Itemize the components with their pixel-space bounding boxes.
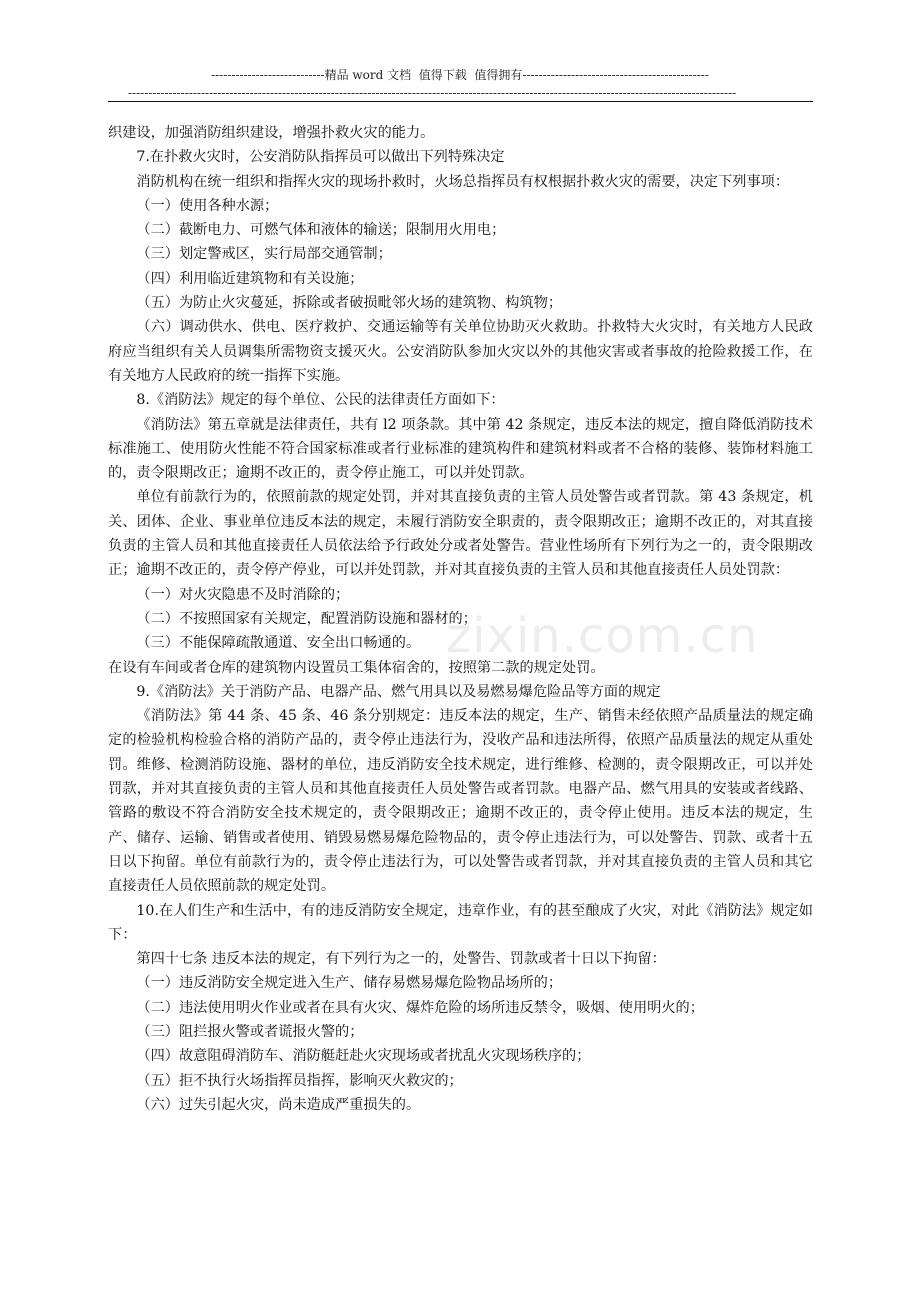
paragraph: 消防机构在统一组织和指挥火灾的现场扑救时，火场总指挥员有权根据扑救火灾的需要，决定下列事项： bbox=[136, 173, 790, 190]
header-rule bbox=[108, 101, 813, 102]
paragraph: （三）划定警戒区，实行局部交通管制； bbox=[136, 246, 392, 263]
header-dash-line: ------------------------------------------------------------------------------------------------------------------------------------------------------ bbox=[128, 86, 737, 100]
document-body bbox=[108, 121, 813, 1117]
paragraph: （五）为防止火灾蔓延，拆除或者破损毗邻火场的建筑物、构筑物； bbox=[136, 295, 563, 312]
paragraph: 9.《消防法》关于消防产品、电器产品、燃气用具以及易燃易爆危险品等方面的规定 bbox=[136, 683, 661, 700]
paragraph: （三）不能保障疏散通道、安全出口畅通的。 bbox=[136, 635, 421, 652]
paragraph: （六）调动供水、供电、医疗救护、交通运输等有关单位协助灭火救助。扑救特大火灾时，有关地方人民政府应当组织有关人员调集所需物资支援灭火。公安消防队参加火灾以外的其他灾害或者事故的抢险救援工作，在有关地方人民政府的统一指挥下实施。 bbox=[108, 319, 813, 384]
paragraph: 8.《消防法》规定的每个单位、公民的法律责任方面如下： bbox=[136, 392, 505, 409]
paragraph: （一）使用各种水源； bbox=[136, 197, 279, 214]
paragraph: 《消防法》第五章就是法律责任，共有 l2 项条款。其中第 42 条规定，违反本法的规定，擅自降低消防技术标准施工、使用防火性能不符合国家标准或者行业标准的建筑构件和建筑材料或者不合格的装修、装饰材料施工的，责令限期改正；逾期不改正的，责令停止施工，可以并处罚款。 bbox=[108, 416, 813, 482]
paragraph: （二）不按照国家有关规定，配置消防设施和器材的； bbox=[136, 610, 477, 627]
paragraph: （五）拒不执行火场指挥员指挥，影响灭火救灾的； bbox=[136, 1072, 463, 1089]
watermark-text: zixin.com.cn bbox=[446, 608, 759, 664]
paragraph: （一）违反消防安全规定进入生产、储存易燃易爆危险物品场所的； bbox=[136, 975, 563, 992]
paragraph: 织建设，加强消防组织建设，增强扑救火灾的能力。 bbox=[108, 125, 435, 141]
paragraph: （二）违法使用明火作业或者在具有火灾、爆炸危险的场所违反禁令，吸烟、使用明火的； bbox=[136, 999, 704, 1016]
paragraph: 7.在扑救火灾时，公安消防队指挥员可以做出下列特殊决定 bbox=[136, 149, 505, 166]
paragraph: 《消防法》第 44 条、45 条、46 条分别规定：违反本法的规定，生产、销售未经依照产品质量法的规定确定的检验机构检验合格的消防产品的，责令停止违法行为，没收产品和违法所得，依照产品质量法的规定从重处罚。维修、检测消防设施、器材的单位，违反消防安全技术规定，进行维修、检测的，责令限期改正，可以并处罚款，并对其直接负责的主管人员和其他直接责任人员处警告或者罚款。电器产品、燃气用具的安装或者线路、管路的敷设不符合消防安全技术规定的，责令限期改正；逾期不改正的，责令停止使用。违反本法的规定，生产、储存、运输、销售或者使用、销毁易燃易爆危险物品的，责令停止违法行为，可以处警告、罚款、或者十五日以下拘留。单位有前款行为的，责令停止违法行为，可以处警告或者罚款，并对其直接负责的主管人员和其它直接责任人员依照前款的规定处罚。 bbox=[108, 708, 813, 895]
paragraph: 单位有前款行为的，依照前款的规定处罚，并对其直接负责的主管人员处警告或者罚款。第 43 条规定，机关、团体、企业、事业单位违反本法的规定，未履行消防安全职责的，责令限期改正；逾期不改正的，对其直接负责的主管人员和其他直接责任人员依法给予行政处分或者处警告。营业性场所有下列行为之一的，责令限期改正；逾期不改正的，责令停产停业，可以并处罚款，并对其直接负责的主管人员和其他直接责任人员处罚款： bbox=[108, 489, 813, 579]
paragraph: （四）故意阻碍消防车、消防艇赶赴火灾现场或者扰乱火灾现场秩序的； bbox=[136, 1048, 591, 1065]
paragraph: 第四十七条 违反本法的规定，有下列行为之一的，处警告、罚款或者十日以下拘留： bbox=[136, 951, 666, 968]
header-banner: ----------------------------精品 word 文档 值得下载 值得拥有---------------------------------------------- bbox=[211, 68, 709, 82]
paragraph: （六）过失引起火灾，尚未造成严重损失的。 bbox=[136, 1096, 421, 1113]
paragraph: 10.在人们生产和生活中，有的违反消防安全规定，违章作业，有的甚至酿成了火灾，对此《消防法》规定如下： bbox=[108, 902, 813, 943]
paragraph: 在设有车间或者仓库的建筑物内设置员工集体宿舍的，按照第二款的规定处罚。 bbox=[108, 659, 605, 676]
paragraph: （一）对火灾隐患不及时消除的； bbox=[136, 586, 350, 603]
paragraph: （四）利用临近建筑物和有关设施； bbox=[136, 270, 364, 287]
paragraph: （三）阻拦报火警或者谎报火警的； bbox=[136, 1023, 364, 1040]
paragraph: （二）截断电力、可燃气体和液体的输送；限制用火用电； bbox=[136, 222, 506, 239]
